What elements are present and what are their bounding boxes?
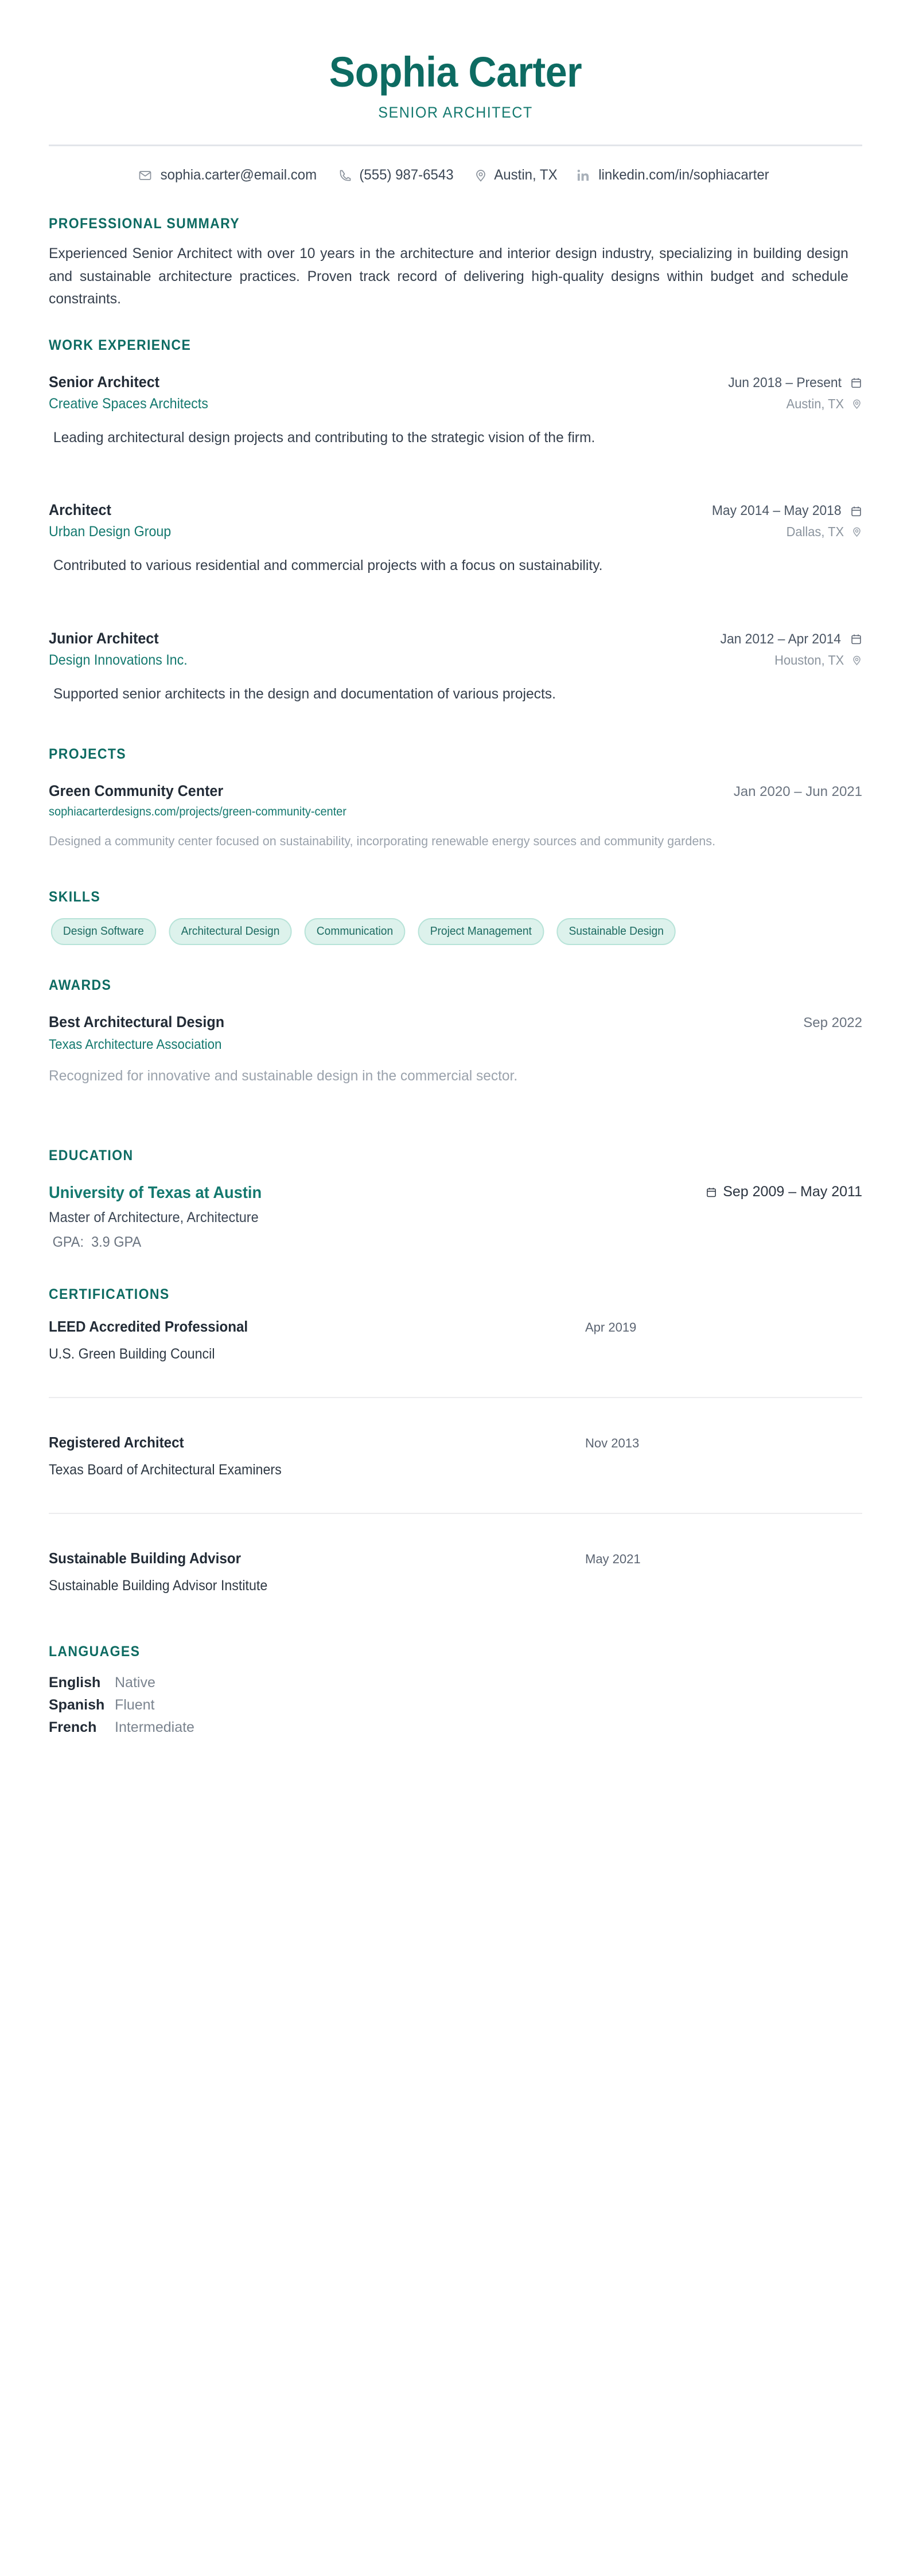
certification-issuer: U.S. Green Building Council xyxy=(49,1345,215,1362)
section-awards xyxy=(49,977,862,1084)
contact-email-text: sophia.carter@email.com xyxy=(160,167,317,184)
work-dates xyxy=(717,631,862,647)
work-entry-subheader xyxy=(49,647,862,669)
skill-chip: Architectural Design xyxy=(169,918,291,945)
section-education xyxy=(49,1148,862,1251)
map-pin-icon xyxy=(851,655,862,666)
language-row xyxy=(49,1694,194,1716)
page-bottom-space xyxy=(49,1739,862,2404)
work-description: Supported senior architects in the design and documentation of various projects. xyxy=(53,685,556,702)
award-date: Sep 2022 xyxy=(803,1014,862,1031)
certification-divider xyxy=(49,1513,862,1514)
certification-entry xyxy=(49,1434,862,1478)
candidate-job-title: SENIOR ARCHITECT xyxy=(378,104,533,122)
certification-entry xyxy=(49,1549,862,1594)
work-entry xyxy=(49,501,862,577)
resume-header xyxy=(49,0,862,122)
skill-chip: Project Management xyxy=(418,918,543,945)
contact-location xyxy=(465,167,568,184)
section-languages xyxy=(49,1644,862,1739)
summary-text: Experienced Senior Architect with over 10 years in the architecture and interior design industry, specializing in building design and sustainable architecture practices. Proven track record of delivering high-quality designs within budget and schedule constraints. xyxy=(49,245,848,307)
work-location xyxy=(785,524,862,540)
work-entry xyxy=(49,373,862,449)
map-pin-icon xyxy=(851,399,862,409)
contact-phone-text: (555) 987-6543 xyxy=(359,167,454,184)
contact-linkedin[interactable] xyxy=(567,167,782,184)
phone-icon xyxy=(338,169,352,182)
section-skills xyxy=(49,889,862,945)
certification-entry-header xyxy=(49,1318,862,1336)
contact-linkedin-text: linkedin.com/in/sophiacarter xyxy=(598,167,770,184)
language-level: Intermediate xyxy=(115,1719,194,1735)
work-company: Creative Spaces Architects xyxy=(49,395,208,412)
certification-divider xyxy=(49,1397,862,1398)
section-professional-summary xyxy=(49,216,862,311)
work-entry-subheader xyxy=(49,519,862,540)
work-entry-header xyxy=(49,501,862,519)
work-job-title: Architect xyxy=(49,501,111,519)
section-title-awards: AWARDS xyxy=(49,977,112,993)
certification-entry xyxy=(49,1318,862,1363)
certification-entry-header xyxy=(49,1434,862,1451)
work-job-title: Senior Architect xyxy=(49,373,160,391)
certification-issuer: Texas Board of Architectural Examiners xyxy=(49,1461,282,1478)
work-dates-text: Jan 2012 – Apr 2014 xyxy=(721,631,842,647)
certification-entry-header xyxy=(49,1549,862,1567)
language-name: Spanish xyxy=(49,1696,105,1713)
work-location-text: Dallas, TX xyxy=(786,524,844,540)
section-work-experience xyxy=(49,337,862,705)
education-gpa-label: GPA: xyxy=(52,1234,84,1250)
work-description: Contributed to various residential and commercial projects with a focus on sustainability. xyxy=(53,557,603,574)
skill-chip: Design Software xyxy=(51,918,156,945)
education-entry xyxy=(49,1184,862,1251)
section-title-work: WORK EXPERIENCE xyxy=(49,337,192,353)
skill-list xyxy=(49,918,862,945)
section-certifications xyxy=(49,1286,862,1594)
work-location xyxy=(785,396,862,412)
calendar-icon xyxy=(850,377,862,389)
certification-date: Nov 2013 xyxy=(585,1435,640,1450)
work-location-text: Houston, TX xyxy=(774,652,844,668)
language-row xyxy=(49,1716,194,1739)
award-description: Recognized for innovative and sustainable design in the commercial sector. xyxy=(49,1067,518,1084)
header-divider xyxy=(49,145,862,146)
language-level: Fluent xyxy=(115,1696,155,1713)
award-entry-header xyxy=(49,1013,862,1031)
calendar-icon xyxy=(850,633,862,645)
spacer xyxy=(49,448,862,482)
award-name: Best Architectural Design xyxy=(49,1013,225,1031)
linkedin-icon xyxy=(577,169,590,182)
education-dates xyxy=(706,1184,862,1200)
work-description: Leading architectural design projects and contributing to the strategic vision of the firm. xyxy=(53,429,595,446)
contact-email[interactable] xyxy=(129,167,329,184)
certification-date: Apr 2019 xyxy=(585,1320,637,1334)
education-gpa-value: 3.9 GPA xyxy=(91,1234,142,1250)
work-company: Urban Design Group xyxy=(49,524,172,540)
language-level: Native xyxy=(115,1674,155,1691)
certification-name: Sustainable Building Advisor xyxy=(49,1549,241,1567)
section-title-summary: PROFESSIONAL SUMMARY xyxy=(49,216,240,232)
work-location xyxy=(773,653,862,668)
certification-name: Registered Architect xyxy=(49,1433,184,1451)
work-job-title: Junior Architect xyxy=(49,629,159,647)
skill-chip: Sustainable Design xyxy=(557,918,676,945)
map-pin-icon xyxy=(851,526,862,537)
language-name: French xyxy=(49,1719,97,1735)
section-title-projects: PROJECTS xyxy=(49,746,127,763)
language-table xyxy=(49,1672,194,1739)
section-title-skills: SKILLS xyxy=(49,888,101,905)
certification-issuer: Sustainable Building Advisor Institute xyxy=(49,1577,268,1594)
spacer xyxy=(49,577,862,610)
project-dates: Jan 2020 – Jun 2021 xyxy=(733,784,862,800)
project-name: Green Community Center xyxy=(49,782,224,800)
project-entry xyxy=(49,782,862,850)
education-entry-header xyxy=(49,1184,862,1203)
contact-row xyxy=(49,167,862,189)
education-dates-text: Sep 2009 – May 2011 xyxy=(723,1184,862,1200)
language-name: English xyxy=(49,1674,101,1691)
contact-phone[interactable] xyxy=(329,167,465,184)
calendar-icon xyxy=(850,505,862,517)
candidate-name: Sophia Carter xyxy=(329,48,582,96)
calendar-icon xyxy=(706,1186,717,1198)
project-link[interactable]: sophiacarterdesigns.com/projects/green-community-center xyxy=(49,805,347,819)
section-title-education: EDUCATION xyxy=(49,1147,134,1164)
section-title-languages: LANGUAGES xyxy=(49,1643,141,1660)
work-company: Design Innovations Inc. xyxy=(49,651,188,668)
work-entry xyxy=(49,630,862,705)
certification-name: LEED Accredited Professional xyxy=(49,1317,248,1335)
skill-chip: Communication xyxy=(304,918,405,945)
work-dates xyxy=(708,503,862,519)
work-dates-text: Jun 2018 – Present xyxy=(728,374,842,391)
work-dates-text: May 2014 – May 2018 xyxy=(711,503,842,519)
education-degree: Master of Architecture, Architecture xyxy=(49,1209,259,1225)
project-entry-header xyxy=(49,782,862,800)
work-entry-header xyxy=(49,630,862,647)
work-entry-header xyxy=(49,373,862,391)
certification-date: May 2021 xyxy=(585,1551,641,1566)
work-location-text: Austin, TX xyxy=(786,396,844,411)
award-issuer: Texas Architecture Association xyxy=(49,1036,222,1052)
work-dates xyxy=(725,375,862,391)
award-entry xyxy=(49,1013,862,1084)
education-gpa xyxy=(49,1234,813,1251)
education-school: University of Texas at Austin xyxy=(49,1183,262,1202)
language-row xyxy=(49,1672,194,1694)
section-projects xyxy=(49,746,862,850)
section-title-certifications: CERTIFICATIONS xyxy=(49,1286,170,1302)
project-description: Designed a community center focused on sustainability, incorporating renewable energy sources and community gardens. xyxy=(49,834,716,849)
contact-location-text: Austin, TX xyxy=(493,167,558,184)
work-entry-subheader xyxy=(49,391,862,412)
map-pin-icon xyxy=(474,169,488,182)
envelope-icon xyxy=(138,169,152,182)
